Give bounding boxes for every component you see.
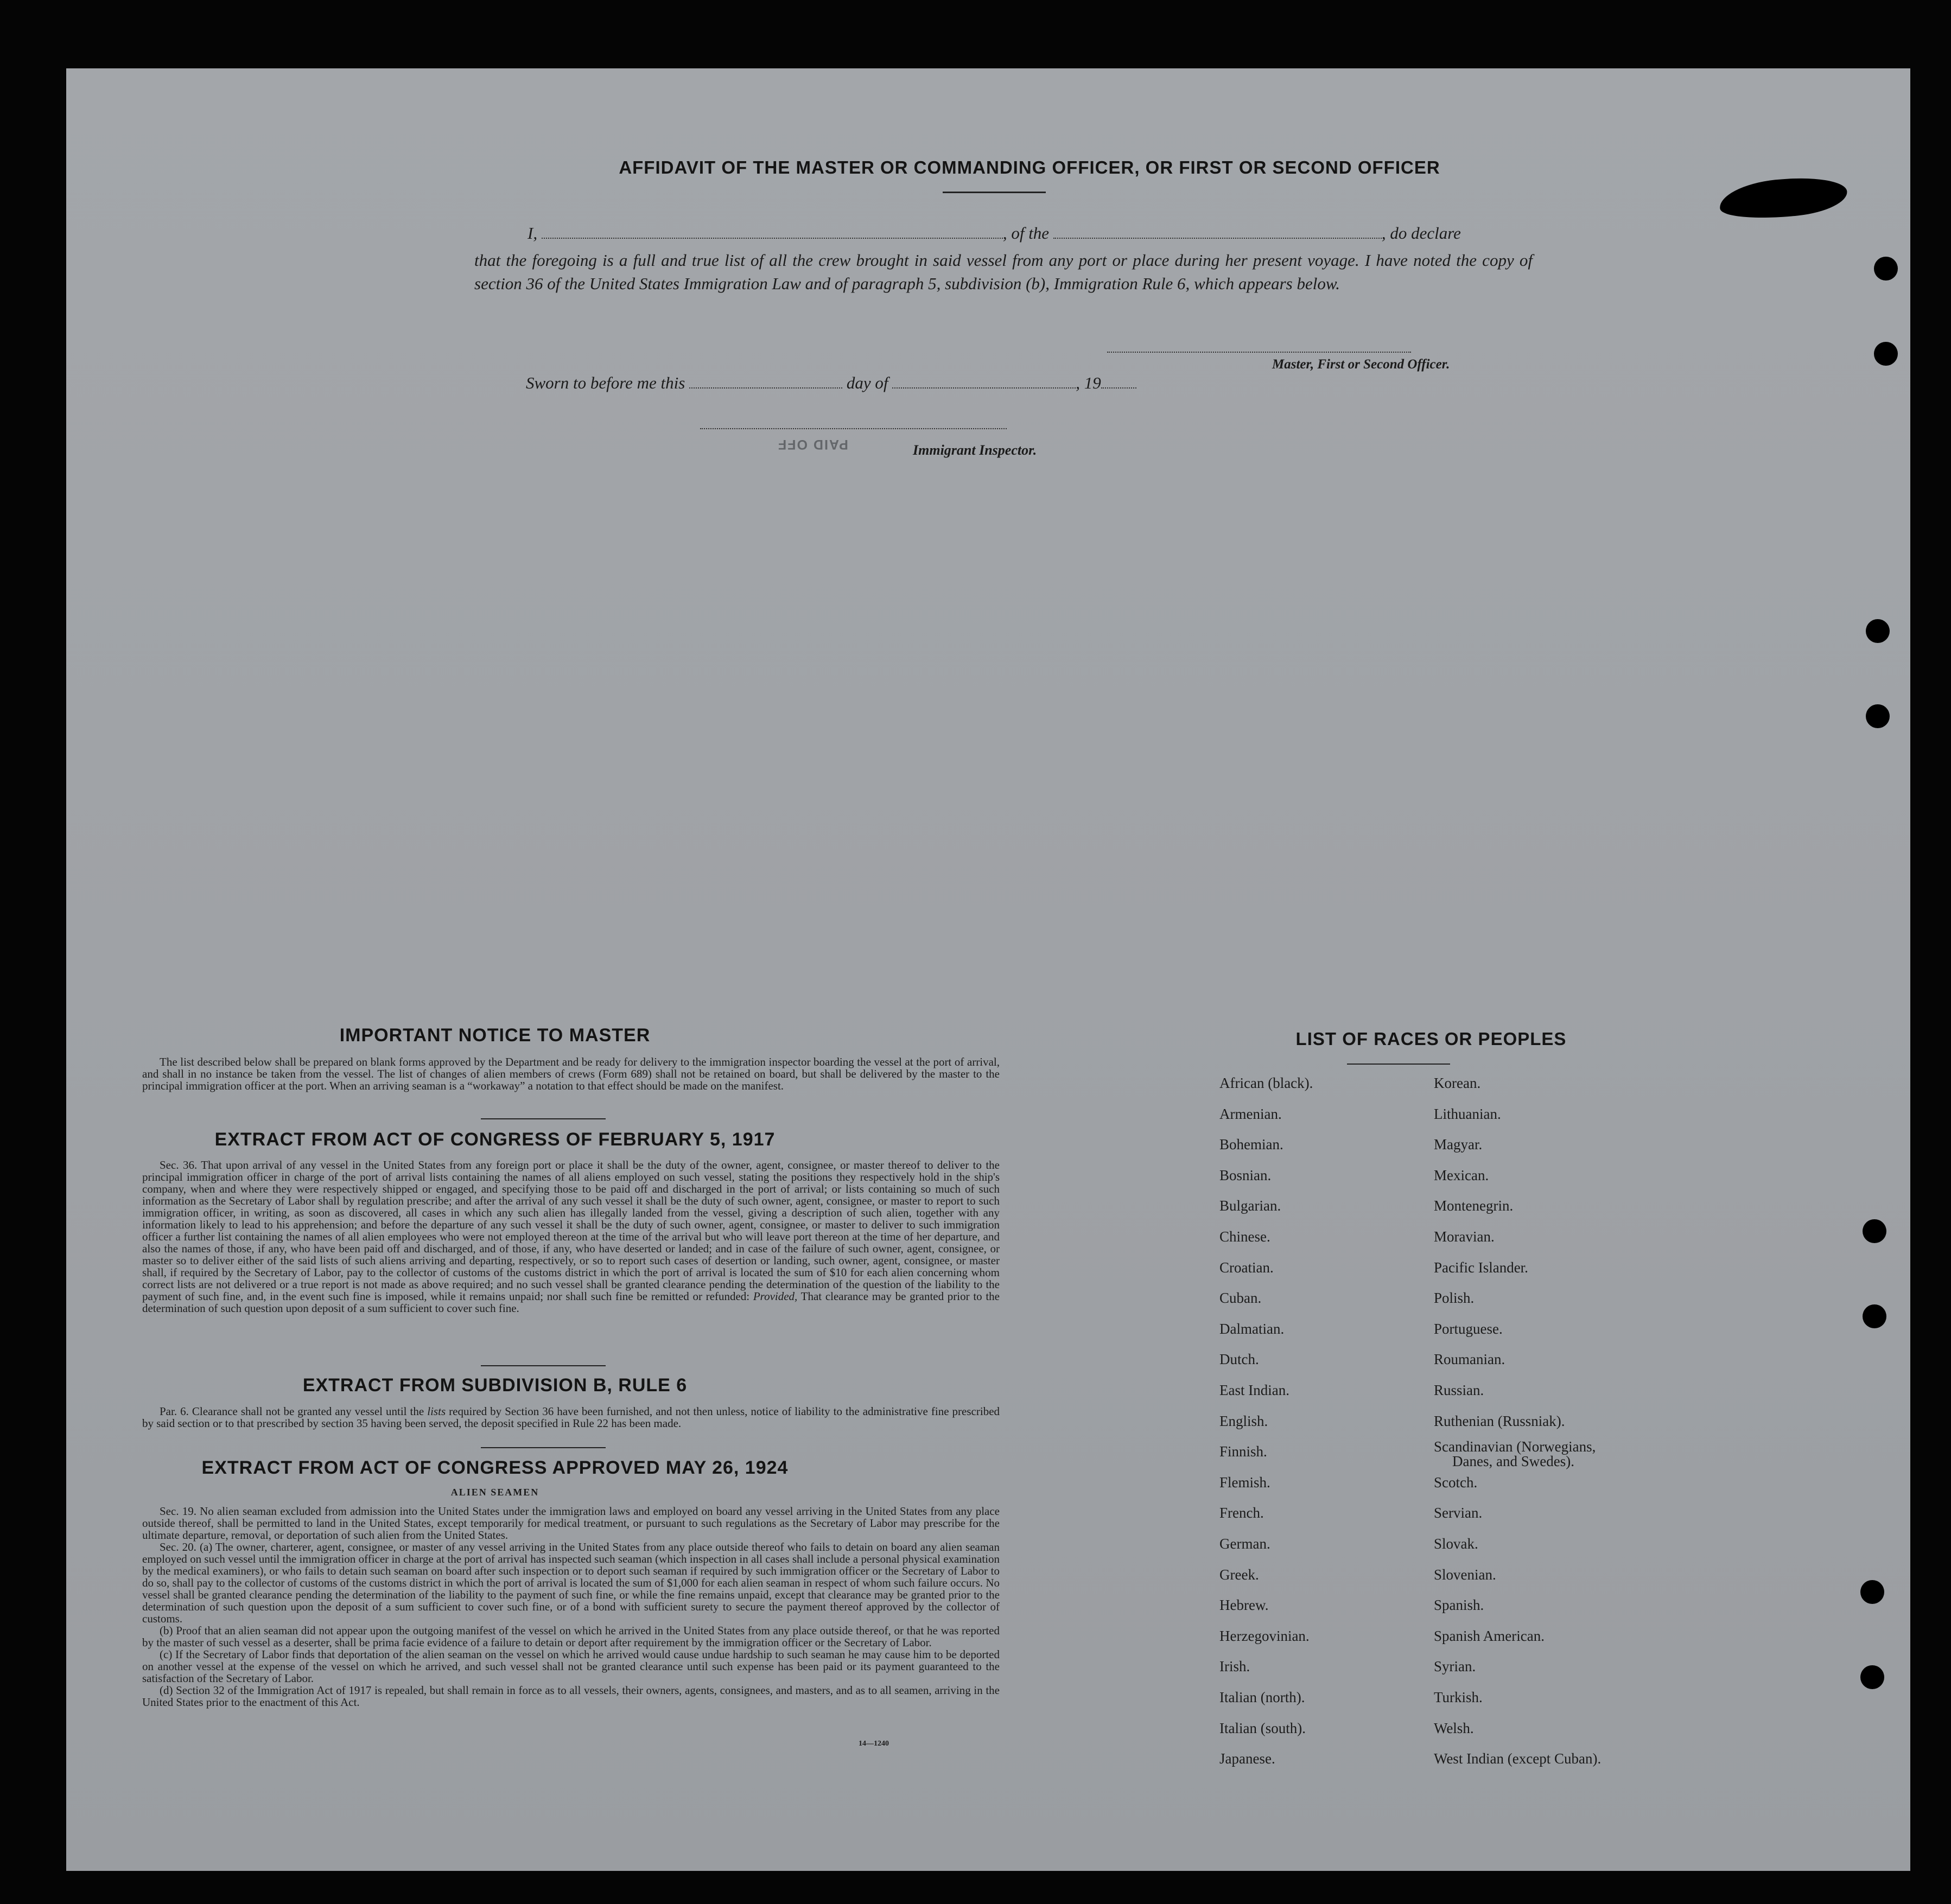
day-of-label: day of <box>846 373 888 392</box>
vessel-name-blank[interactable] <box>1053 238 1382 239</box>
race-item: Montenegrin. <box>1434 1198 1514 1214</box>
affidavit-body: that the foregoing is a full and true list of all the crew brought in said vessel from any port or place during her present voyage. I have noted the copy of section 36 of the United States Immigration Law and of paragraph 5, subdivision (b), Immigration Rule 6, which appears below. <box>474 251 1533 293</box>
race-item: Italian (north). <box>1219 1689 1305 1705</box>
races-title: LIST OF RACES OR PEOPLES <box>1295 1029 1567 1049</box>
rule6-paragraph <box>142 1405 1000 1429</box>
race-item: Roumanian. <box>1434 1351 1505 1367</box>
race-item: West Indian (except Cuban). <box>1434 1750 1602 1767</box>
extract-1924-text <box>142 1505 1000 1708</box>
race-item: Greek. <box>1219 1566 1259 1583</box>
affidavit-title: AFFIDAVIT OF THE MASTER OR COMMANDING OFFICER, OR FIRST OR SECOND OFFICER <box>619 157 1440 177</box>
race-item: Japanese. <box>1219 1750 1275 1767</box>
race-item: Slovenian. <box>1434 1566 1496 1583</box>
notice-text <box>142 1056 1000 1092</box>
punch-hole <box>1866 704 1890 728</box>
section-20a-paragraph: Sec. 20. (a) The owner, charterer, agent, consignee, or master of any vessel arriving in the United States from any place outside thereof who fails to detain on board any alien seaman employed on such vessel until the immigration officer in charge at the port of arrival has inspected such seaman (which inspection in all cases shall include a personal physical examination by the medical examiners), or who fails to detain such seaman on board after such inspection or to deport such seaman if required by such immigration officer or the Secretary of Labor to do so, shall pay to the collector of customs of the customs district in which the port of arrival is located the sum of $1,000 for each alien seaman in respect of whom such failure occurs. No vessel shall be granted clearance pending the determination of the liability to the payment of such fine, or while the fine remains unpaid, except that clearance may be granted prior to the determination of such question upon the deposit of a sum sufficient to cover such fine, or of a bond with sufficient surety to secure the payment thereof approved by the collector of customs. <box>142 1540 1000 1625</box>
notice-title: IMPORTANT NOTICE TO MASTER <box>339 1025 651 1046</box>
race-item: Bohemian. <box>1219 1136 1283 1152</box>
race-item: Portuguese. <box>1434 1321 1503 1337</box>
inspector-caption: Immigrant Inspector. <box>913 442 1037 458</box>
race-item: Korean. <box>1434 1075 1481 1091</box>
section-36-text: Sec. 36. That upon arrival of any vessel in the United States from any foreign port or place it shall be the duty of the owner, agent, consignee, or master thereof to deliver to the principal immigration officer in charge of the port of arrival lists containing the names of all aliens employed on such vessel, stating the positions they respectively hold in the ship's company, when and where they were respectively shipped or engaged, and specifying those to be paid off and discharged in the port of arrival; or lists containing so much of such information as the Secretary of Labor shall by regulation prescribe; and after the arrival of any such vessel it shall be the duty of such owner, agent, consignee, or master to report to such immigration officer, in writing, as soon as discovered, all cases in which any such alien has illegally landed from the vessel, giving a description of such alien, together with any information likely to lead to his apprehension; and before the departure of any such vessel it shall be the duty of such owner, agent, consignee, or master to deliver to such immigration officer a further list containing the names of all alien employees who were not employed thereon at the time of the arrival but who will leave port thereon at the time of her departure, and also the names of those, if any, who have been paid off and discharged, and of those, if any, who have deserted or landed; and in case of the failure of such owner, agent, consignee, or master so to deliver either of the said lists of such aliens arriving and departing, respectively, or so to report such cases of desertion or landing, such owner, agent, consignee, or master shall, if required by the Secretary of Labor, pay to the collector of customs of the customs district in which the port of arrival is located the sum of $10 for each alien concerning whom correct lists are not delivered or a true report is not made as above required; and no such vessel shall be granted clearance pending the determination of the question of the liability to the payment of such fine, and, in the event such fine is imposed, while it remains unpaid; nor shall such fine be remitted or refunded: <box>142 1158 1000 1303</box>
alien-seamen-subtitle: ALIEN SEAMEN <box>450 1487 539 1498</box>
extract-rule6-text <box>142 1405 1000 1429</box>
race-item: Servian. <box>1434 1505 1483 1521</box>
punch-hole <box>1866 619 1890 643</box>
extract-1924-title: EXTRACT FROM ACT OF CONGRESS APPROVED MAY 26, 1924 <box>201 1457 789 1478</box>
race-item: Hebrew. <box>1219 1597 1269 1613</box>
race-item: Irish. <box>1219 1658 1250 1674</box>
race-item: Moravian. <box>1434 1228 1495 1245</box>
section-19-paragraph: Sec. 19. No alien seaman excluded from admission into the United States under the immigration laws and employed on board any vessel arriving in the United States from any place outside thereof, shall be permitted to land in the United States, except temporarily for medical treatment, or pursuant to such regulations as the Secretary of Labor may prescribe for the ultimate departure, removal, or deportation of such alien from the United States. <box>142 1505 1000 1542</box>
race-item: Scandinavian (Norwegians, <box>1434 1438 1596 1455</box>
extract-1917-title: EXTRACT FROM ACT OF CONGRESS OF FEBRUARY 5, 1917 <box>214 1129 776 1150</box>
race-item: African (black). <box>1219 1075 1313 1091</box>
race-item: Pacific Islander. <box>1434 1259 1528 1276</box>
race-item: French. <box>1219 1505 1264 1521</box>
race-item: Turkish. <box>1434 1689 1483 1705</box>
race-item: Herzegovinian. <box>1219 1628 1310 1644</box>
rule6-text-a: Par. 6. Clearance shall not be granted any vessel until the <box>160 1405 424 1418</box>
punch-hole <box>1863 1304 1886 1328</box>
extract-1917-text <box>142 1159 1000 1314</box>
of-the-label: , of the <box>1002 224 1050 243</box>
provided-word: Provided, <box>753 1290 798 1303</box>
race-item: Croatian. <box>1219 1259 1274 1276</box>
race-item: Mexican. <box>1434 1167 1489 1183</box>
sworn-prefix: Sworn to before me this <box>526 373 685 392</box>
race-item: Russian. <box>1434 1382 1484 1398</box>
race-item: Italian (south). <box>1219 1720 1306 1736</box>
year-prefix: , 19 <box>1076 373 1101 392</box>
divider-2 <box>481 1365 606 1366</box>
race-item: Spanish American. <box>1434 1628 1545 1644</box>
race-item: Polish. <box>1434 1290 1475 1306</box>
affidavit-first-line <box>528 224 1461 243</box>
race-item: Cuban. <box>1219 1290 1262 1306</box>
month-blank[interactable] <box>892 387 1076 389</box>
race-item: Chinese. <box>1219 1228 1270 1245</box>
race-item: Welsh. <box>1434 1720 1474 1736</box>
race-item: Finnish. <box>1219 1443 1267 1460</box>
race-item: English. <box>1219 1413 1268 1429</box>
signature-caption: Master, First or Second Officer. <box>1272 357 1450 372</box>
race-item: Dalmatian. <box>1219 1321 1285 1337</box>
section-20d-paragraph: (d) Section 32 of the Immigration Act of 1917 is repealed, but shall remain in force as to all vessels, their owners, agents, consignees, and masters, and as to all seamen, arriving in the United States prior to the enactment of this Act. <box>142 1684 1000 1709</box>
i-label: I, <box>528 224 538 243</box>
sworn-line <box>526 373 1136 393</box>
paid-off-stamp: PAID OFF <box>777 437 848 452</box>
section-36-proviso: That clearance may be granted prior to the determination of such question upon deposit of a sum sufficient to cover such fine. <box>142 1290 1000 1315</box>
race-item: Bosnian. <box>1219 1167 1272 1183</box>
divider-1 <box>481 1118 606 1119</box>
do-declare-label: , do declare <box>1381 224 1461 243</box>
races-right-column <box>1434 1075 1738 1835</box>
rule6-text-b: required by Section 36 have been furnished, and not then unless, notice of liability to the administrative fine prescribed by said section or to that prescribed by section 35 having been served, the deposit specified in Rule 22 has been made. <box>142 1405 1000 1430</box>
race-item: Armenian. <box>1219 1106 1282 1122</box>
race-item: Magyar. <box>1434 1136 1483 1152</box>
extract-rule6-title: EXTRACT FROM SUBDIVISION B, RULE 6 <box>302 1375 688 1396</box>
race-item: Ruthenian (Russniak). <box>1434 1413 1565 1429</box>
section-20b-paragraph: (b) Proof that an alien seaman did not appear upon the outgoing manifest of the vessel on which he arrived in the United States from any place outside thereof, or that he was reported by the master of such vessel as a deserter, shall be prima facie evidence of a failure to detain or deport after requirement by the immigration officer or the Secretary of Labor. <box>142 1624 1000 1649</box>
name-blank[interactable] <box>542 238 1003 239</box>
punch-hole <box>1874 342 1898 366</box>
race-item: Syrian. <box>1434 1658 1476 1674</box>
races-left-column <box>1219 1075 1409 1835</box>
year-blank[interactable] <box>1101 387 1136 389</box>
races-divider <box>1347 1064 1450 1065</box>
race-item-continuation: Danes, and Swedes). <box>1452 1453 1574 1469</box>
race-item: Bulgarian. <box>1219 1198 1281 1214</box>
day-blank[interactable] <box>689 387 842 389</box>
punch-hole <box>1860 1665 1884 1689</box>
divider-3 <box>481 1447 606 1448</box>
punch-hole <box>1874 257 1898 281</box>
punch-hole <box>1863 1219 1886 1243</box>
race-item: Slovak. <box>1434 1536 1478 1552</box>
race-item: Spanish. <box>1434 1597 1484 1613</box>
section-20c-paragraph: (c) If the Secretary of Labor finds that deportation of the alien seaman on the vessel on which he arrived would cause undue hardship to such seaman he may cause him to be deported on another vessel at the expense of the vessel on which he arrived, and such vessel shall not be granted clearance until such expense has been paid or its payment guaranteed to the satisfaction of the Secretary of Labor. <box>142 1648 1000 1685</box>
section-36-paragraph <box>142 1159 1000 1314</box>
document-page <box>66 68 1910 1871</box>
title-divider <box>943 192 1046 193</box>
inspector-signature-line[interactable] <box>700 428 1007 429</box>
race-item: Flemish. <box>1219 1474 1270 1491</box>
race-item: German. <box>1219 1536 1270 1552</box>
form-number: 14—1240 <box>859 1740 889 1748</box>
lists-word: lists <box>427 1405 446 1418</box>
race-item: Scotch. <box>1434 1474 1478 1491</box>
race-item: Lithuanian. <box>1434 1106 1501 1122</box>
signature-line[interactable] <box>1107 352 1411 353</box>
race-item: Dutch. <box>1219 1351 1259 1367</box>
race-item: East Indian. <box>1219 1382 1289 1398</box>
notice-paragraph: The list described below shall be prepared on blank forms approved by the Department and be ready for delivery to the immigration inspector boarding the vessel at the port of arrival, and shall in no instance be taken from the vessel. The list of changes of alien members of crews (Form 689) shall not be retained on board, but shall be delivered by the master to the principal immigration officer at the port. When an arriving seaman is a “workaway” a notation to that effect should be made on the manifest. <box>142 1055 1000 1092</box>
punch-hole <box>1860 1580 1884 1604</box>
